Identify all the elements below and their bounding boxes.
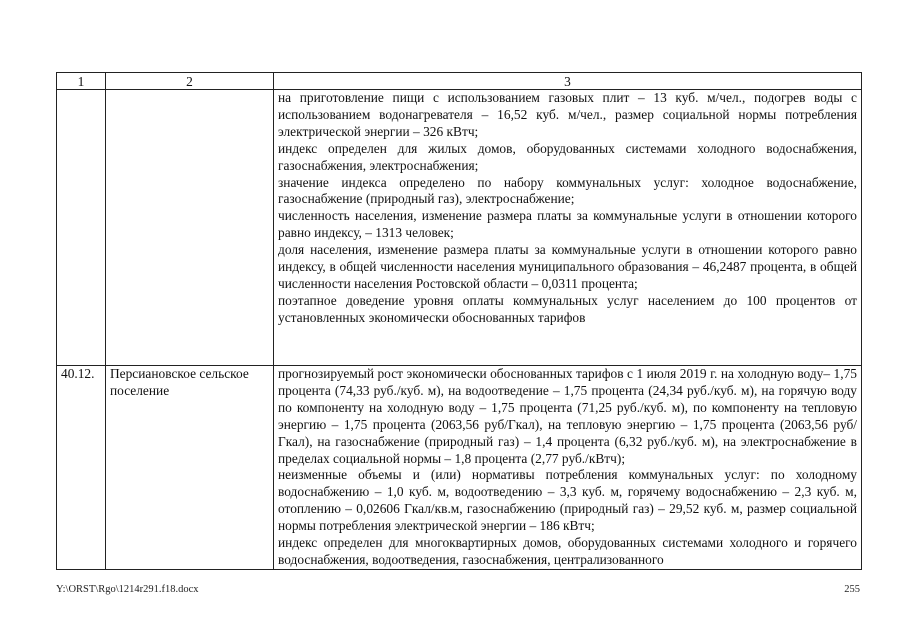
settlement-name-cell: Персиановское сельское поселение (106, 366, 274, 570)
row-number-cell (57, 90, 106, 366)
description-cell (274, 366, 862, 570)
column-header: 2 (106, 73, 274, 90)
column-header: 1 (57, 73, 106, 90)
document-table (56, 72, 862, 570)
table-row (57, 90, 862, 366)
column-header: 3 (274, 73, 862, 90)
paragraph: неизменные объемы и (или) нормативы потребления коммунальных услуг: по холодному водоснабжению – 1,0 куб. м, водоотведению – 3,3 куб. м, горячему водоснабжению – 2,3 куб. м, отоплению – 0,02606 Гкал/кв.м, газоснабжению (природный газ) – 29,52 куб. м, размер социальной нормы потребления электрической энергии – 186 кВтч; (278, 467, 857, 534)
table-row (57, 366, 862, 570)
footer-file-path: Y:\ORST\Rgo\1214r291.f18.docx (56, 584, 199, 595)
row-number-cell: 40.12. (57, 366, 106, 570)
settlement-name-cell (106, 90, 274, 366)
paragraph: индекс определен для жилых домов, оборудованных системами холодного водоснабжения, газоснабжения, электроснабжения; (278, 140, 857, 173)
description-cell (274, 90, 862, 366)
paragraph: значение индекса определено по набору коммунальных услуг: холодное водоснабжение, газоснабжение (природный газ), электроснабжение; (278, 174, 857, 207)
paragraph: индекс определен для многоквартирных домов, оборудованных системами холодного и горячего водоснабжения, водоотведения, газоснабжения, централизованного (278, 535, 857, 567)
table-header-row (57, 73, 862, 90)
paragraph: поэтапное доведение уровня оплаты коммунальных услуг населением до 100 процентов от установленных экономически обоснованных тарифов (278, 292, 857, 325)
paragraph: на приготовление пищи с использованием газовых плит – 13 куб. м/чел., подогрев воды с использованием водонагревателя – 16,52 куб. м/чел., размер социальной нормы потребления электрической энергии – 326 кВтч; (278, 90, 857, 139)
paragraph: доля населения, изменение размера платы за коммунальные услуги в отношении которого равно индексу, в общей численности населения муниципального образования – 46,2487 процента, в общей численности населения Ростовской области – 0,0311 процента; (278, 242, 857, 291)
paragraph: численность населения, изменение размера платы за коммунальные услуги в отношении которого равно индексу, – 1313 человек; (278, 208, 857, 241)
paragraph: прогнозируемый рост экономически обоснованных тарифов с 1 июля 2019 г. на холодную воду– 1,75 процента (74,33 руб./куб. м), на водоотведение – 1,75 процента (24,34 руб./куб. м), на горячую воду по компоненту на холодную воду – 1,75 процента (71,25 руб./куб. м), по компоненту на тепловую энергию – 1,75 процента (2063,56 руб/Гкал), на тепловую энергию – 1,75 процента (2063,56 руб/Гкал), на газоснабжение (природный газ) – 1,4 процента (6,32 руб./куб. м), на электроснабжение в пределах социальной нормы – 1,8 процента (2,77 руб./кВтч); (278, 366, 857, 466)
page-number: 255 (844, 584, 860, 595)
